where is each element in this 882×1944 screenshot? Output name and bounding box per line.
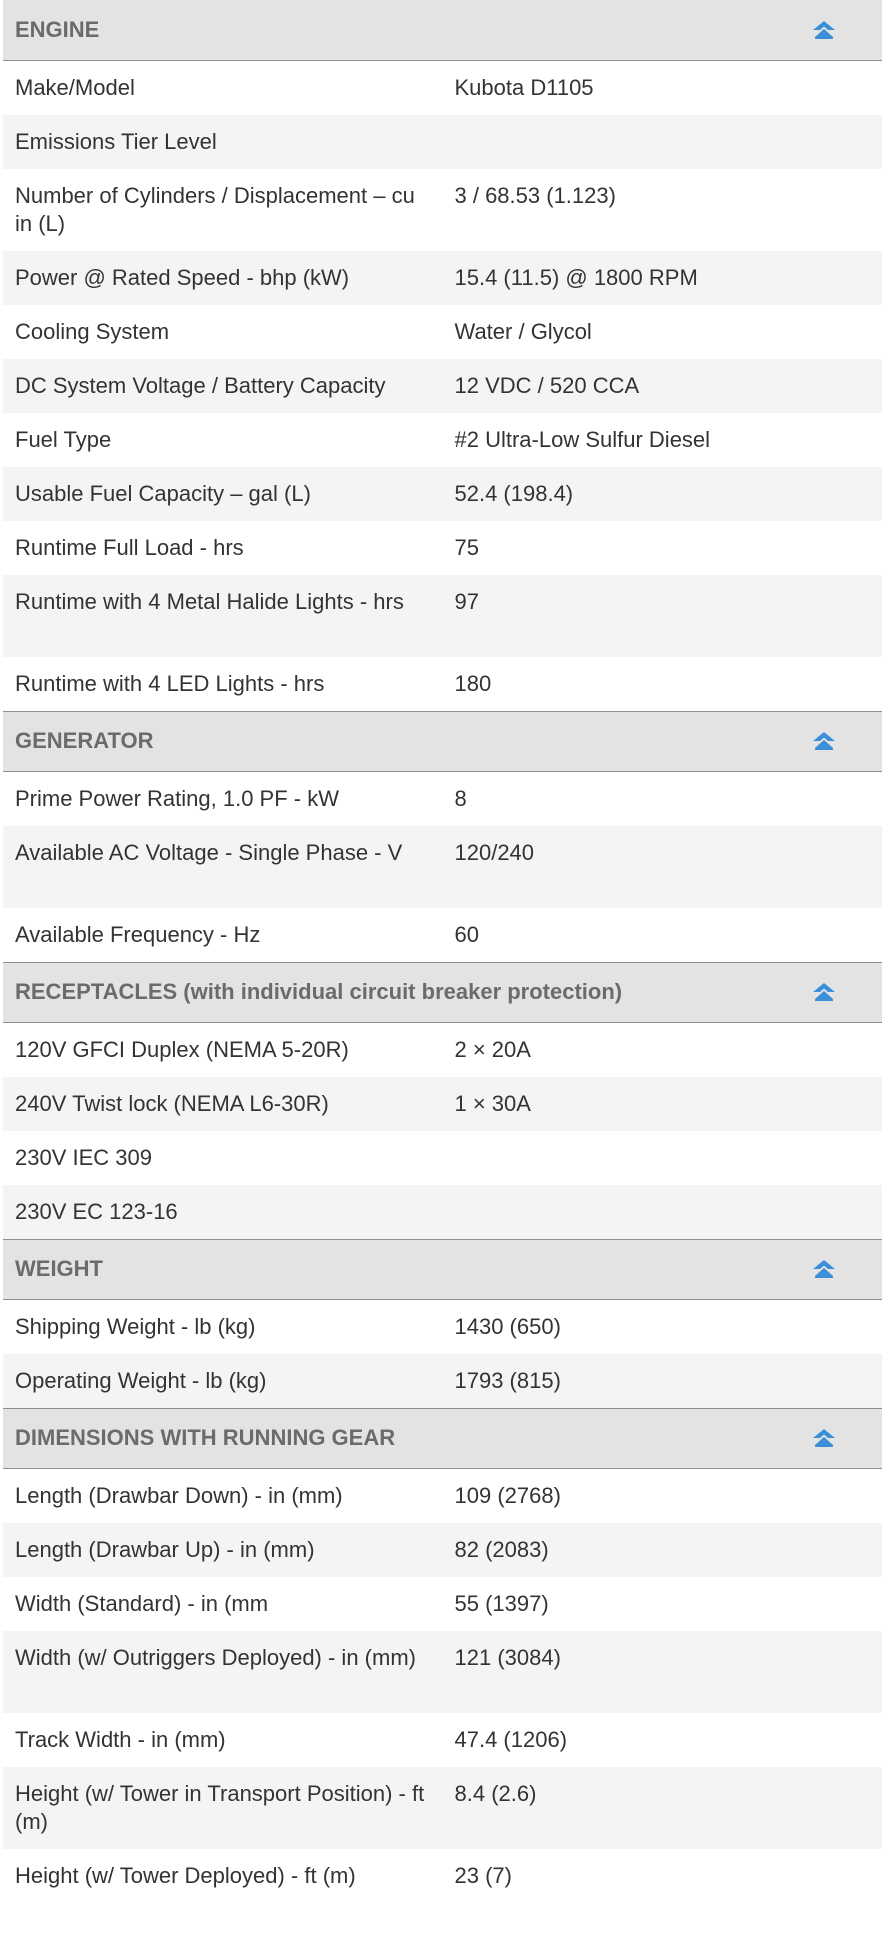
spec-row xyxy=(3,521,882,575)
spec-label: DC System Voltage / Battery Capacity xyxy=(3,359,443,413)
spec-row xyxy=(3,1577,882,1631)
spec-label: Emissions Tier Level xyxy=(3,115,443,169)
spec-value: 55 (1397) xyxy=(454,1590,549,1616)
spec-label: 230V EC 123-16 xyxy=(3,1185,443,1240)
section-title: ENGINE xyxy=(15,16,100,42)
spec-row xyxy=(3,1131,882,1185)
spec-value: 121 (3084) xyxy=(443,1631,882,1713)
spec-row xyxy=(3,1354,882,1409)
specifications-table xyxy=(3,0,882,1903)
spec-row xyxy=(3,1299,882,1354)
back-to-top-arrow-icon[interactable] xyxy=(812,731,836,751)
spec-label: Make/Model xyxy=(15,74,135,100)
spec-value xyxy=(443,1131,882,1185)
spec-label: Shipping Weight - lb (kg) xyxy=(15,1313,256,1339)
spec-row xyxy=(3,908,882,963)
spec-value: 75 xyxy=(454,534,479,560)
spec-label: Runtime with 4 Metal Halide Lights - hrs xyxy=(3,575,443,657)
spec-value: 1 × 30A xyxy=(443,1077,882,1131)
back-to-top-arrow-icon[interactable] xyxy=(812,982,836,1002)
spec-row xyxy=(3,467,882,521)
spec-value: 97 xyxy=(443,575,882,657)
spec-label: Fuel Type xyxy=(15,426,112,452)
spec-value: 120/240 xyxy=(443,826,882,908)
section-title: GENERATOR xyxy=(15,728,154,753)
spec-row xyxy=(3,657,882,712)
section-header-cell xyxy=(3,0,882,60)
spec-row xyxy=(3,1713,882,1767)
spec-value: Kubota D1105 xyxy=(454,74,594,100)
spec-value: 8.4 (2.6) xyxy=(443,1767,882,1849)
section-header-inner xyxy=(15,16,870,44)
section-header-inner xyxy=(15,978,870,1006)
section-header-cell xyxy=(3,1408,882,1468)
spec-label: 240V Twist lock (NEMA L6-30R) xyxy=(3,1077,443,1131)
section-header-cell xyxy=(3,962,882,1022)
spec-label: Cooling System xyxy=(15,318,170,344)
spec-row xyxy=(3,251,882,305)
spec-label: Number of Cylinders / Displacement – cu in (L) xyxy=(15,182,415,236)
spec-row xyxy=(3,575,882,657)
spec-label: Height (w/ Tower in Transport Position) - ft (m) xyxy=(3,1767,443,1849)
spec-label: Usable Fuel Capacity – gal (L) xyxy=(3,467,443,521)
spec-value: 109 (2768) xyxy=(454,1482,561,1508)
spec-label: Height (w/ Tower Deployed) - ft (m) xyxy=(15,1862,356,1888)
spec-value: 52.4 (198.4) xyxy=(443,467,882,521)
spec-value xyxy=(443,115,882,169)
section-header-inner xyxy=(15,1424,870,1452)
spec-row xyxy=(3,1523,882,1577)
spec-value: 23 (7) xyxy=(454,1862,512,1888)
section-header xyxy=(3,1408,882,1468)
spec-value: 60 xyxy=(454,921,479,947)
spec-label: Track Width - in (mm) xyxy=(15,1726,226,1752)
spec-row xyxy=(3,771,882,826)
spec-row xyxy=(3,1185,882,1240)
spec-label: 230V IEC 309 xyxy=(15,1144,152,1170)
spec-label: Prime Power Rating, 1.0 PF - kW xyxy=(15,785,339,811)
spec-value: #2 Ultra-Low Sulfur Diesel xyxy=(454,426,711,452)
spec-row xyxy=(3,413,882,467)
spec-value: 180 xyxy=(454,670,492,696)
spec-label: Width (Standard) - in (mm xyxy=(15,1590,269,1616)
spec-row xyxy=(3,1849,882,1903)
spec-value: 8 xyxy=(454,785,467,811)
section-header xyxy=(3,711,882,771)
spec-value: Water / Glycol xyxy=(454,318,592,344)
spec-label: Width (w/ Outriggers Deployed) - in (mm) xyxy=(3,1631,443,1713)
spec-label: Available Frequency - Hz xyxy=(15,921,261,947)
section-title: RECEPTACLES (with individual circuit breaker protection) xyxy=(15,979,623,1004)
spec-value xyxy=(443,1185,882,1240)
spec-row xyxy=(3,305,882,359)
spec-value: 2 × 20A xyxy=(454,1036,531,1062)
section-title: WEIGHT xyxy=(15,1256,103,1281)
section-header-cell xyxy=(3,1239,882,1299)
spec-value: 15.4 (11.5) @ 1800 RPM xyxy=(443,251,882,305)
spec-label: 120V GFCI Duplex (NEMA 5-20R) xyxy=(15,1036,349,1062)
back-to-top-arrow-icon[interactable] xyxy=(812,20,836,40)
section-header-inner xyxy=(15,1255,870,1283)
section-title: DIMENSIONS WITH RUNNING GEAR xyxy=(15,1425,396,1450)
spec-row xyxy=(3,1077,882,1131)
spec-row xyxy=(3,1468,882,1523)
back-to-top-arrow-icon[interactable] xyxy=(812,1259,836,1279)
spec-label: Power @ Rated Speed - bhp (kW) xyxy=(3,251,443,305)
spec-row xyxy=(3,359,882,413)
spec-row xyxy=(3,115,882,169)
spec-row xyxy=(3,60,882,115)
spec-row xyxy=(3,1022,882,1077)
spec-row xyxy=(3,169,882,251)
spec-label: Length (Drawbar Down) - in (mm) xyxy=(15,1482,343,1508)
spec-label: Available AC Voltage - Single Phase - V xyxy=(3,826,443,908)
spec-value: 82 (2083) xyxy=(443,1523,882,1577)
spec-row xyxy=(3,1631,882,1713)
spec-label: Runtime with 4 LED Lights - hrs xyxy=(15,670,325,696)
spec-row xyxy=(3,826,882,908)
section-header-inner xyxy=(15,727,870,755)
spec-value: 3 / 68.53 (1.123) xyxy=(454,182,616,208)
section-header xyxy=(3,962,882,1022)
spec-label: Operating Weight - lb (kg) xyxy=(3,1354,443,1409)
spec-label: Runtime Full Load - hrs xyxy=(15,534,244,560)
spec-value: 1793 (815) xyxy=(443,1354,882,1409)
spec-value: 1430 (650) xyxy=(454,1313,561,1339)
spec-label: Length (Drawbar Up) - in (mm) xyxy=(3,1523,443,1577)
spec-value: 12 VDC / 520 CCA xyxy=(443,359,882,413)
spec-row xyxy=(3,1767,882,1849)
spec-value: 47.4 (1206) xyxy=(454,1726,568,1752)
back-to-top-arrow-icon[interactable] xyxy=(812,1428,836,1448)
section-header-cell xyxy=(3,711,882,771)
section-header xyxy=(3,0,882,60)
section-header xyxy=(3,1239,882,1299)
